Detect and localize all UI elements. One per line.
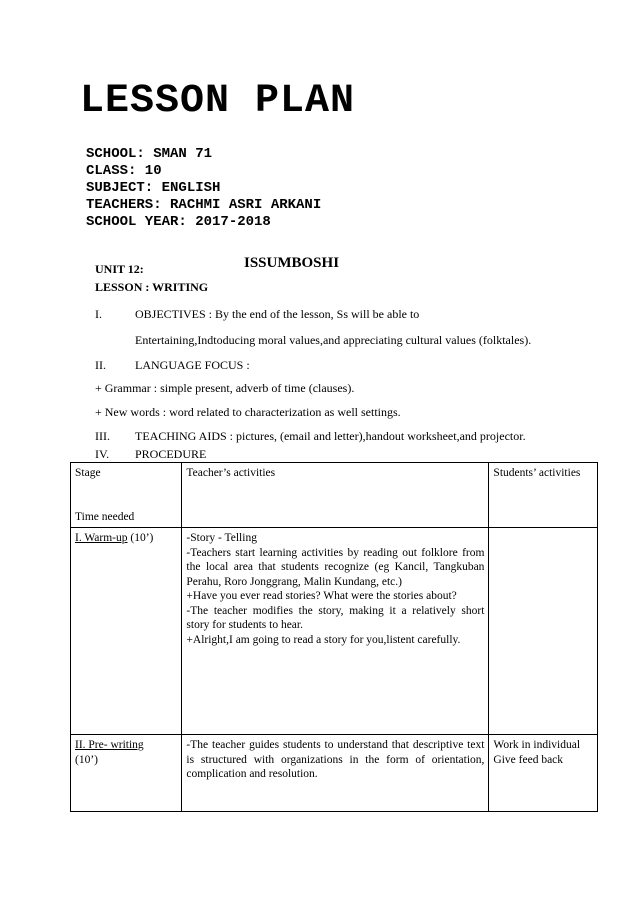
objectives-detail: Entertaining,Indtoducing moral values,and appreciating cultural values (folktales). [135,333,532,347]
table-row [71,735,598,812]
table-header-row [71,463,598,528]
stage-cell [71,735,182,812]
grammar-line: + Grammar : simple present, adverb of time (clauses). [95,381,355,395]
procedure-text: PROCEDURE [135,447,207,461]
language-number: II. [95,358,106,372]
procedure-line [95,446,206,462]
lesson-label: LESSON : WRITING [95,280,209,294]
unit-info [95,260,208,296]
teacher-activities-cell [182,735,489,812]
unit-title: ISSUMBOSHI [244,255,340,271]
header-time: Time needed [75,510,135,523]
procedure-number: IV. [95,447,110,461]
activity-item: +Have you ever read stories? What were the stories about? [186,590,457,602]
aids-number: III. [95,429,110,443]
student-activity-item: Give feed back [493,753,564,766]
header-teacher: Teacher’s activities [182,463,489,528]
page-title: LESSON PLAN [80,79,356,124]
stage-name: I. Warm-up [75,532,128,544]
header-students: Students’ activities [489,463,598,528]
school-info [86,146,321,231]
teaching-aids-line [95,428,526,444]
objectives-text: OBJECTIVES : By the end of the lesson, Ss will be able to [135,307,420,321]
stage-name: II. Pre- writing [75,739,144,751]
students-activities-cell [489,735,598,812]
teacher-activities-cell [182,528,489,735]
header-stage-cell [71,463,182,528]
table-row [71,528,598,735]
school-year-line: SCHOOL YEAR: 2017-2018 [86,214,271,230]
header-stage: Stage [75,467,101,479]
school-line: SCHOOL: SMAN 71 [86,146,213,162]
objectives-number: I. [95,307,102,321]
activity-item: -The teacher guides students to understand that descriptive text is structured with organizations in the form of orientation, complication and resolution. [186,739,485,780]
activity-item: +Alright,I am going to read a story for you,listent carefully. [186,633,461,646]
new-words-line: + New words : word related to characterization as well settings. [95,405,401,419]
subject-line: SUBJECT: ENGLISH [86,180,221,196]
aids-text: TEACHING AIDS : pictures, (email and letter),handout worksheet,and projector. [135,429,526,443]
language-focus-line [95,357,250,373]
stage-time: (10’) [130,532,154,544]
students-activities-cell [489,528,598,735]
objectives-line [95,306,419,322]
activity-item: -Story - Telling [186,532,257,544]
language-text: LANGUAGE FOCUS : [135,358,250,372]
procedure-table [70,462,598,812]
stage-time: (10’) [75,753,98,766]
activity-item: -Teachers start learning activities by reading out folklore from the local area that students recognize (eg Kancil, Tangkuban Perahu, Roro Jonggrang, Malin Kundang, etc.) [186,546,485,588]
teachers-line: TEACHERS: RACHMI ASRI ARKANI [86,197,322,213]
stage-cell [71,528,182,735]
class-line: CLASS: 10 [86,163,162,179]
activity-item: -The teacher modifies the story, making it a relatively short story for students to hear. [186,604,485,631]
student-activity-item: Work in individual [493,739,581,751]
unit-label: UNIT 12: [95,262,144,276]
